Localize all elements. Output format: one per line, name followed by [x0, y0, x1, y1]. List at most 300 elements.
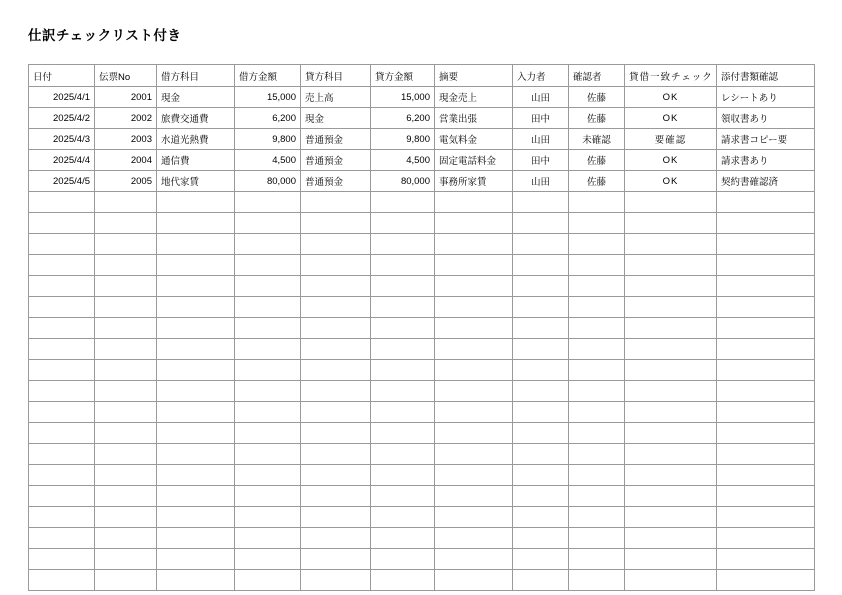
cell-empty-balance-check[interactable]	[625, 213, 717, 234]
cell-empty-description[interactable]	[435, 339, 513, 360]
cell-empty-balance-check[interactable]	[625, 381, 717, 402]
cell-empty-balance-check[interactable]	[625, 318, 717, 339]
cell-empty-debit-account[interactable]	[157, 570, 235, 591]
cell-credit-amount[interactable]: 4,500	[371, 150, 435, 171]
cell-empty-credit-account[interactable]	[301, 339, 371, 360]
cell-empty-debit-account[interactable]	[157, 360, 235, 381]
cell-empty-input-person[interactable]	[513, 234, 569, 255]
cell-empty-date[interactable]	[29, 507, 95, 528]
cell-debit-amount[interactable]: 9,800	[235, 129, 301, 150]
cell-empty-attachment-check[interactable]	[717, 213, 815, 234]
cell-empty-date[interactable]	[29, 465, 95, 486]
cell-empty-credit-amount[interactable]	[371, 318, 435, 339]
cell-empty-input-person[interactable]	[513, 570, 569, 591]
cell-empty-description[interactable]	[435, 381, 513, 402]
cell-empty-approver[interactable]	[569, 402, 625, 423]
cell-empty-attachment-check[interactable]	[717, 465, 815, 486]
cell-date[interactable]: 2025/4/3	[29, 129, 95, 150]
table-row-empty	[29, 297, 815, 318]
cell-empty-attachment-check[interactable]	[717, 570, 815, 591]
cell-empty-debit-account[interactable]	[157, 444, 235, 465]
cell-empty-balance-check[interactable]	[625, 276, 717, 297]
cell-empty-date[interactable]	[29, 339, 95, 360]
cell-empty-approver[interactable]	[569, 318, 625, 339]
cell-empty-attachment-check[interactable]	[717, 360, 815, 381]
cell-description[interactable]: 電気料金	[435, 129, 513, 150]
cell-empty-attachment-check[interactable]	[717, 402, 815, 423]
cell-credit-account[interactable]: 売上高	[301, 87, 371, 108]
cell-empty-slip-no[interactable]	[95, 213, 157, 234]
cell-empty-attachment-check[interactable]	[717, 255, 815, 276]
column-header-debit-amount: 借方金額	[235, 65, 301, 87]
cell-empty-description[interactable]	[435, 486, 513, 507]
cell-empty-slip-no[interactable]	[95, 549, 157, 570]
cell-debit-account[interactable]: 地代家賃	[157, 171, 235, 192]
cell-empty-date[interactable]	[29, 528, 95, 549]
cell-empty-input-person[interactable]	[513, 465, 569, 486]
cell-empty-debit-account[interactable]	[157, 192, 235, 213]
cell-credit-account[interactable]: 普通預金	[301, 150, 371, 171]
cell-empty-slip-no[interactable]	[95, 297, 157, 318]
cell-empty-debit-account[interactable]	[157, 423, 235, 444]
cell-empty-balance-check[interactable]	[625, 192, 717, 213]
cell-empty-description[interactable]	[435, 444, 513, 465]
cell-credit-amount[interactable]: 80,000	[371, 171, 435, 192]
cell-attachment-check[interactable]: レシートあり	[717, 87, 815, 108]
cell-empty-description[interactable]	[435, 297, 513, 318]
cell-empty-input-person[interactable]	[513, 486, 569, 507]
cell-debit-amount[interactable]: 4,500	[235, 150, 301, 171]
cell-empty-debit-account[interactable]	[157, 213, 235, 234]
table-row	[29, 87, 815, 108]
cell-empty-slip-no[interactable]	[95, 444, 157, 465]
cell-input-person[interactable]: 山田	[513, 87, 569, 108]
cell-empty-credit-account[interactable]	[301, 255, 371, 276]
cell-empty-debit-account[interactable]	[157, 234, 235, 255]
cell-attachment-check[interactable]: 請求書あり	[717, 150, 815, 171]
cell-credit-amount[interactable]: 15,000	[371, 87, 435, 108]
table-row-empty	[29, 339, 815, 360]
cell-empty-attachment-check[interactable]	[717, 276, 815, 297]
cell-empty-slip-no[interactable]	[95, 423, 157, 444]
cell-approver[interactable]: 佐藤	[569, 87, 625, 108]
cell-empty-input-person[interactable]	[513, 213, 569, 234]
cell-empty-description[interactable]	[435, 192, 513, 213]
column-header-credit-account: 貸方科目	[301, 65, 371, 87]
cell-debit-amount[interactable]: 6,200	[235, 108, 301, 129]
cell-attachment-check[interactable]: 請求書コピー要	[717, 129, 815, 150]
cell-empty-credit-account[interactable]	[301, 402, 371, 423]
cell-empty-credit-account[interactable]	[301, 381, 371, 402]
cell-empty-date[interactable]	[29, 486, 95, 507]
cell-empty-balance-check[interactable]	[625, 339, 717, 360]
cell-credit-account[interactable]: 普通預金	[301, 171, 371, 192]
cell-empty-approver[interactable]	[569, 360, 625, 381]
cell-approver[interactable]: 佐藤	[569, 171, 625, 192]
cell-balance-check[interactable]: OK	[625, 87, 717, 108]
cell-empty-date[interactable]	[29, 381, 95, 402]
cell-empty-description[interactable]	[435, 549, 513, 570]
cell-empty-balance-check[interactable]	[625, 549, 717, 570]
cell-empty-balance-check[interactable]	[625, 360, 717, 381]
cell-empty-debit-account[interactable]	[157, 507, 235, 528]
cell-empty-input-person[interactable]	[513, 339, 569, 360]
cell-empty-credit-account[interactable]	[301, 360, 371, 381]
cell-empty-description[interactable]	[435, 255, 513, 276]
cell-date[interactable]: 2025/4/1	[29, 87, 95, 108]
table-row-empty	[29, 381, 815, 402]
cell-slip-no[interactable]: 2001	[95, 87, 157, 108]
column-header-slip-no: 伝票No	[95, 65, 157, 87]
cell-empty-approver[interactable]	[569, 192, 625, 213]
cell-empty-credit-account[interactable]	[301, 528, 371, 549]
cell-empty-slip-no[interactable]	[95, 381, 157, 402]
cell-debit-amount[interactable]: 80,000	[235, 171, 301, 192]
cell-empty-input-person[interactable]	[513, 192, 569, 213]
cell-empty-debit-amount[interactable]	[235, 528, 301, 549]
table-row-empty	[29, 549, 815, 570]
cell-empty-debit-account[interactable]	[157, 381, 235, 402]
cell-debit-account[interactable]: 通信費	[157, 150, 235, 171]
cell-empty-input-person[interactable]	[513, 549, 569, 570]
table-row-empty	[29, 507, 815, 528]
cell-empty-credit-amount[interactable]	[371, 339, 435, 360]
cell-balance-check[interactable]: OK	[625, 108, 717, 129]
column-header-balance-check: 貸借一致チェック	[625, 65, 717, 87]
cell-empty-date[interactable]	[29, 549, 95, 570]
cell-empty-input-person[interactable]	[513, 528, 569, 549]
cell-empty-attachment-check[interactable]	[717, 444, 815, 465]
cell-empty-credit-account[interactable]	[301, 465, 371, 486]
cell-empty-credit-account[interactable]	[301, 507, 371, 528]
cell-empty-date[interactable]	[29, 318, 95, 339]
cell-empty-balance-check[interactable]	[625, 507, 717, 528]
cell-slip-no[interactable]: 2005	[95, 171, 157, 192]
cell-empty-attachment-check[interactable]	[717, 381, 815, 402]
cell-empty-credit-account[interactable]	[301, 234, 371, 255]
cell-empty-credit-amount[interactable]	[371, 213, 435, 234]
cell-empty-credit-account[interactable]	[301, 549, 371, 570]
cell-empty-date[interactable]	[29, 570, 95, 591]
cell-empty-description[interactable]	[435, 507, 513, 528]
cell-empty-balance-check[interactable]	[625, 297, 717, 318]
cell-empty-credit-amount[interactable]	[371, 528, 435, 549]
table-row-empty	[29, 402, 815, 423]
cell-empty-input-person[interactable]	[513, 360, 569, 381]
cell-input-person[interactable]: 田中	[513, 150, 569, 171]
table-row-empty	[29, 444, 815, 465]
cell-empty-credit-account[interactable]	[301, 297, 371, 318]
cell-approver[interactable]: 佐藤	[569, 108, 625, 129]
table-row	[29, 171, 815, 192]
cell-empty-credit-amount[interactable]	[371, 549, 435, 570]
table-row-empty	[29, 255, 815, 276]
cell-empty-balance-check[interactable]	[625, 444, 717, 465]
cell-empty-debit-amount[interactable]	[235, 381, 301, 402]
cell-empty-input-person[interactable]	[513, 423, 569, 444]
cell-credit-amount[interactable]: 6,200	[371, 108, 435, 129]
cell-empty-debit-amount[interactable]	[235, 507, 301, 528]
table-header-row	[29, 65, 815, 87]
cell-empty-credit-account[interactable]	[301, 276, 371, 297]
cell-empty-credit-amount[interactable]	[371, 276, 435, 297]
table-row-empty	[29, 528, 815, 549]
cell-empty-debit-amount[interactable]	[235, 549, 301, 570]
cell-empty-debit-amount[interactable]	[235, 465, 301, 486]
cell-slip-no[interactable]: 2004	[95, 150, 157, 171]
cell-empty-approver[interactable]	[569, 570, 625, 591]
column-header-description: 摘要	[435, 65, 513, 87]
cell-empty-attachment-check[interactable]	[717, 318, 815, 339]
cell-balance-check[interactable]: OK	[625, 171, 717, 192]
cell-attachment-check[interactable]: 領収書あり	[717, 108, 815, 129]
cell-empty-approver[interactable]	[569, 276, 625, 297]
cell-empty-input-person[interactable]	[513, 318, 569, 339]
cell-empty-description[interactable]	[435, 465, 513, 486]
cell-empty-approver[interactable]	[569, 444, 625, 465]
cell-empty-credit-amount[interactable]	[371, 486, 435, 507]
cell-empty-attachment-check[interactable]	[717, 549, 815, 570]
cell-credit-account[interactable]: 現金	[301, 108, 371, 129]
cell-empty-balance-check[interactable]	[625, 528, 717, 549]
cell-empty-credit-amount[interactable]	[371, 192, 435, 213]
journal-checklist-table	[28, 64, 815, 591]
cell-empty-description[interactable]	[435, 423, 513, 444]
table-row-empty	[29, 465, 815, 486]
cell-description[interactable]: 事務所家賃	[435, 171, 513, 192]
cell-empty-credit-amount[interactable]	[371, 402, 435, 423]
cell-input-person[interactable]: 山田	[513, 171, 569, 192]
cell-empty-slip-no[interactable]	[95, 486, 157, 507]
column-header-input-person: 入力者	[513, 65, 569, 87]
cell-empty-slip-no[interactable]	[95, 507, 157, 528]
cell-empty-date[interactable]	[29, 213, 95, 234]
table-body	[29, 87, 815, 591]
cell-empty-approver[interactable]	[569, 381, 625, 402]
cell-empty-balance-check[interactable]	[625, 486, 717, 507]
cell-empty-slip-no[interactable]	[95, 276, 157, 297]
cell-empty-attachment-check[interactable]	[717, 528, 815, 549]
cell-empty-credit-amount[interactable]	[371, 570, 435, 591]
cell-debit-account[interactable]: 現金	[157, 87, 235, 108]
cell-empty-description[interactable]	[435, 234, 513, 255]
cell-empty-debit-amount[interactable]	[235, 318, 301, 339]
table-row-empty	[29, 570, 815, 591]
cell-empty-debit-amount[interactable]	[235, 234, 301, 255]
cell-empty-credit-amount[interactable]	[371, 255, 435, 276]
cell-empty-attachment-check[interactable]	[717, 423, 815, 444]
cell-empty-input-person[interactable]	[513, 255, 569, 276]
cell-empty-credit-amount[interactable]	[371, 444, 435, 465]
column-header-attachment-check: 添付書類確認	[717, 65, 815, 87]
table-row	[29, 108, 815, 129]
cell-credit-amount[interactable]: 9,800	[371, 129, 435, 150]
cell-empty-slip-no[interactable]	[95, 360, 157, 381]
cell-empty-approver[interactable]	[569, 507, 625, 528]
cell-empty-description[interactable]	[435, 360, 513, 381]
cell-empty-debit-amount[interactable]	[235, 192, 301, 213]
cell-empty-credit-account[interactable]	[301, 192, 371, 213]
cell-empty-attachment-check[interactable]	[717, 486, 815, 507]
cell-empty-debit-amount[interactable]	[235, 276, 301, 297]
cell-empty-slip-no[interactable]	[95, 465, 157, 486]
cell-empty-slip-no[interactable]	[95, 570, 157, 591]
cell-description[interactable]: 営業出張	[435, 108, 513, 129]
table-row-empty	[29, 213, 815, 234]
cell-empty-input-person[interactable]	[513, 276, 569, 297]
cell-approver[interactable]: 佐藤	[569, 150, 625, 171]
cell-empty-attachment-check[interactable]	[717, 297, 815, 318]
cell-credit-account[interactable]: 普通預金	[301, 129, 371, 150]
cell-empty-input-person[interactable]	[513, 381, 569, 402]
cell-empty-balance-check[interactable]	[625, 234, 717, 255]
cell-empty-debit-amount[interactable]	[235, 486, 301, 507]
column-header-debit-account: 借方科目	[157, 65, 235, 87]
cell-empty-credit-account[interactable]	[301, 318, 371, 339]
cell-debit-account[interactable]: 水道光熱費	[157, 129, 235, 150]
cell-balance-check[interactable]: OK	[625, 150, 717, 171]
cell-empty-description[interactable]	[435, 276, 513, 297]
cell-empty-balance-check[interactable]	[625, 570, 717, 591]
column-header-approver: 確認者	[569, 65, 625, 87]
table-row-empty	[29, 234, 815, 255]
cell-slip-no[interactable]: 2003	[95, 129, 157, 150]
cell-empty-credit-account[interactable]	[301, 213, 371, 234]
cell-empty-approver[interactable]	[569, 297, 625, 318]
cell-empty-balance-check[interactable]	[625, 255, 717, 276]
cell-empty-balance-check[interactable]	[625, 402, 717, 423]
cell-balance-check[interactable]: 要確認	[625, 129, 717, 150]
cell-empty-date[interactable]	[29, 444, 95, 465]
cell-empty-credit-account[interactable]	[301, 486, 371, 507]
cell-debit-amount[interactable]: 15,000	[235, 87, 301, 108]
cell-empty-debit-account[interactable]	[157, 276, 235, 297]
cell-empty-credit-account[interactable]	[301, 423, 371, 444]
cell-empty-debit-account[interactable]	[157, 486, 235, 507]
cell-input-person[interactable]: 田中	[513, 108, 569, 129]
cell-empty-approver[interactable]	[569, 465, 625, 486]
table-header	[29, 65, 815, 87]
cell-input-person[interactable]: 山田	[513, 129, 569, 150]
table-row-empty	[29, 423, 815, 444]
cell-empty-debit-account[interactable]	[157, 528, 235, 549]
table-row-empty	[29, 192, 815, 213]
cell-date[interactable]: 2025/4/2	[29, 108, 95, 129]
cell-empty-debit-account[interactable]	[157, 402, 235, 423]
cell-empty-slip-no[interactable]	[95, 192, 157, 213]
cell-empty-credit-amount[interactable]	[371, 465, 435, 486]
cell-empty-debit-amount[interactable]	[235, 360, 301, 381]
cell-empty-approver[interactable]	[569, 213, 625, 234]
cell-empty-credit-account[interactable]	[301, 444, 371, 465]
cell-empty-date[interactable]	[29, 360, 95, 381]
cell-empty-input-person[interactable]	[513, 507, 569, 528]
cell-empty-description[interactable]	[435, 213, 513, 234]
cell-empty-debit-amount[interactable]	[235, 339, 301, 360]
cell-empty-date[interactable]	[29, 234, 95, 255]
cell-empty-slip-no[interactable]	[95, 402, 157, 423]
cell-empty-slip-no[interactable]	[95, 234, 157, 255]
cell-empty-credit-account[interactable]	[301, 570, 371, 591]
table-row	[29, 150, 815, 171]
cell-empty-date[interactable]	[29, 402, 95, 423]
column-header-date: 日付	[29, 65, 95, 87]
cell-empty-debit-account[interactable]	[157, 339, 235, 360]
cell-empty-attachment-check[interactable]	[717, 234, 815, 255]
cell-approver[interactable]: 未確認	[569, 129, 625, 150]
cell-empty-approver[interactable]	[569, 486, 625, 507]
cell-empty-approver[interactable]	[569, 549, 625, 570]
cell-empty-debit-account[interactable]	[157, 318, 235, 339]
cell-description[interactable]: 現金売上	[435, 87, 513, 108]
cell-empty-debit-amount[interactable]	[235, 570, 301, 591]
cell-empty-credit-amount[interactable]	[371, 360, 435, 381]
cell-empty-attachment-check[interactable]	[717, 339, 815, 360]
cell-empty-approver[interactable]	[569, 234, 625, 255]
cell-date[interactable]: 2025/4/4	[29, 150, 95, 171]
cell-empty-slip-no[interactable]	[95, 528, 157, 549]
cell-empty-date[interactable]	[29, 192, 95, 213]
cell-empty-slip-no[interactable]	[95, 339, 157, 360]
cell-empty-debit-account[interactable]	[157, 255, 235, 276]
cell-empty-date[interactable]	[29, 297, 95, 318]
cell-date[interactable]: 2025/4/5	[29, 171, 95, 192]
cell-empty-approver[interactable]	[569, 528, 625, 549]
cell-empty-debit-amount[interactable]	[235, 213, 301, 234]
cell-empty-input-person[interactable]	[513, 402, 569, 423]
cell-empty-description[interactable]	[435, 528, 513, 549]
cell-empty-attachment-check[interactable]	[717, 507, 815, 528]
cell-slip-no[interactable]: 2002	[95, 108, 157, 129]
cell-empty-approver[interactable]	[569, 423, 625, 444]
cell-empty-debit-amount[interactable]	[235, 402, 301, 423]
cell-attachment-check[interactable]: 契約書確認済	[717, 171, 815, 192]
cell-empty-balance-check[interactable]	[625, 423, 717, 444]
cell-empty-debit-account[interactable]	[157, 549, 235, 570]
cell-empty-input-person[interactable]	[513, 297, 569, 318]
cell-empty-date[interactable]	[29, 423, 95, 444]
cell-empty-input-person[interactable]	[513, 444, 569, 465]
cell-empty-debit-account[interactable]	[157, 465, 235, 486]
cell-empty-credit-amount[interactable]	[371, 507, 435, 528]
cell-empty-debit-amount[interactable]	[235, 255, 301, 276]
cell-empty-debit-account[interactable]	[157, 297, 235, 318]
cell-empty-date[interactable]	[29, 276, 95, 297]
cell-empty-date[interactable]	[29, 255, 95, 276]
table-row-empty	[29, 318, 815, 339]
cell-empty-credit-amount[interactable]	[371, 423, 435, 444]
cell-empty-debit-amount[interactable]	[235, 444, 301, 465]
cell-empty-credit-amount[interactable]	[371, 297, 435, 318]
cell-empty-description[interactable]	[435, 318, 513, 339]
column-header-credit-amount: 貸方金額	[371, 65, 435, 87]
cell-empty-approver[interactable]	[569, 339, 625, 360]
cell-description[interactable]: 固定電話料金	[435, 150, 513, 171]
cell-empty-balance-check[interactable]	[625, 465, 717, 486]
cell-empty-description[interactable]	[435, 402, 513, 423]
cell-empty-slip-no[interactable]	[95, 255, 157, 276]
cell-debit-account[interactable]: 旅費交通費	[157, 108, 235, 129]
cell-empty-attachment-check[interactable]	[717, 192, 815, 213]
cell-empty-description[interactable]	[435, 570, 513, 591]
cell-empty-credit-amount[interactable]	[371, 234, 435, 255]
table-row-empty	[29, 276, 815, 297]
cell-empty-approver[interactable]	[569, 255, 625, 276]
cell-empty-debit-amount[interactable]	[235, 297, 301, 318]
cell-empty-slip-no[interactable]	[95, 318, 157, 339]
cell-empty-credit-amount[interactable]	[371, 381, 435, 402]
cell-empty-debit-amount[interactable]	[235, 423, 301, 444]
